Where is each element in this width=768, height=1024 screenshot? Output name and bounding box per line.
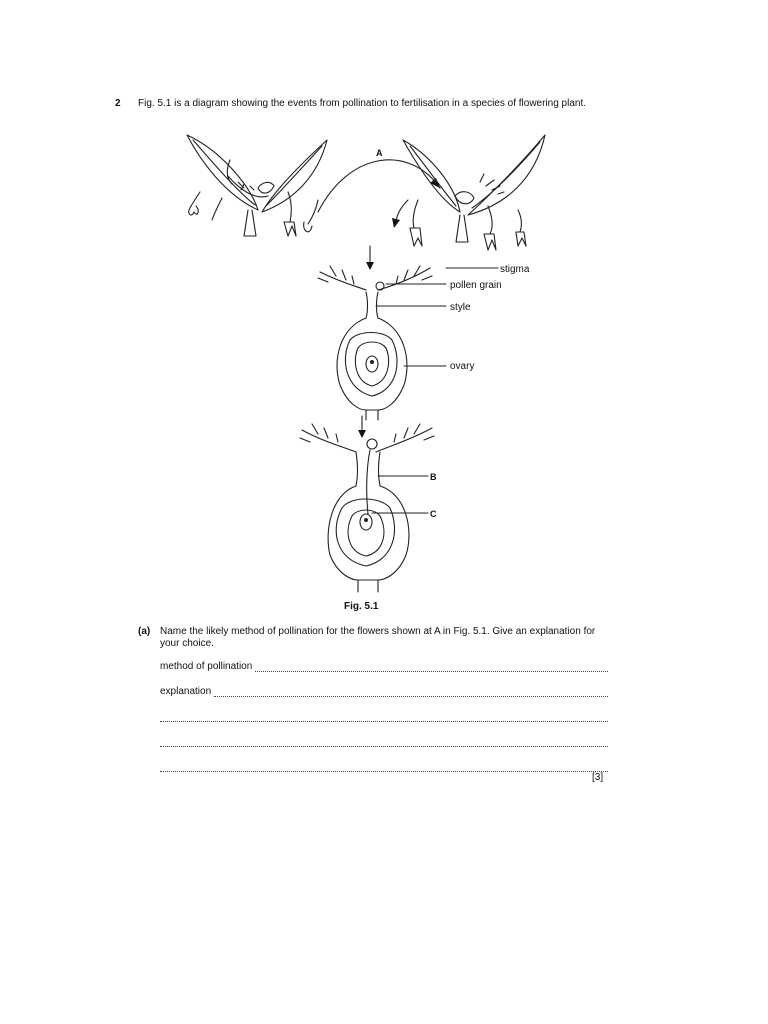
explanation-label: explanation <box>160 686 212 697</box>
figure-caption: Fig. 5.1 <box>344 601 379 612</box>
answer-line-4[interactable] <box>160 735 608 747</box>
method-label: method of pollination <box>160 661 253 672</box>
question-text: Fig. 5.1 is a diagram showing the events from pollination to fertilisation in a species of flowering plant. <box>138 98 587 109</box>
pollination-arrow-a <box>318 148 440 212</box>
method-answer-row[interactable] <box>160 660 608 672</box>
marks-allocation: [3] <box>592 772 604 783</box>
question-number: 2 <box>115 98 121 109</box>
letter-a: A <box>376 148 383 158</box>
label-stigma: stigma <box>500 264 530 275</box>
transfer-arrow <box>392 200 408 228</box>
answer-line[interactable] <box>160 762 608 772</box>
upper-carpel <box>318 246 498 420</box>
left-flower <box>187 135 327 236</box>
explanation-answer-row[interactable] <box>160 685 608 697</box>
part-a-label: (a) <box>138 626 151 637</box>
label-pollen-grain: pollen grain <box>450 280 502 291</box>
lower-carpel <box>300 416 434 592</box>
part-a-text: Name the likely method of pollination for the flowers shown at A in Fig. 5.1. Give an explanation for your choice. <box>160 626 596 649</box>
label-style: style <box>450 302 471 313</box>
right-flower <box>403 135 545 250</box>
answer-line-5[interactable] <box>160 760 608 772</box>
letter-b: B <box>430 472 437 482</box>
answer-line-3[interactable] <box>160 710 608 722</box>
answer-line[interactable] <box>160 712 608 722</box>
answer-line[interactable] <box>160 737 608 747</box>
method-answer-line[interactable] <box>255 662 608 672</box>
letter-c: C <box>430 509 437 519</box>
explanation-answer-line[interactable] <box>214 687 608 697</box>
label-ovary: ovary <box>450 361 475 372</box>
